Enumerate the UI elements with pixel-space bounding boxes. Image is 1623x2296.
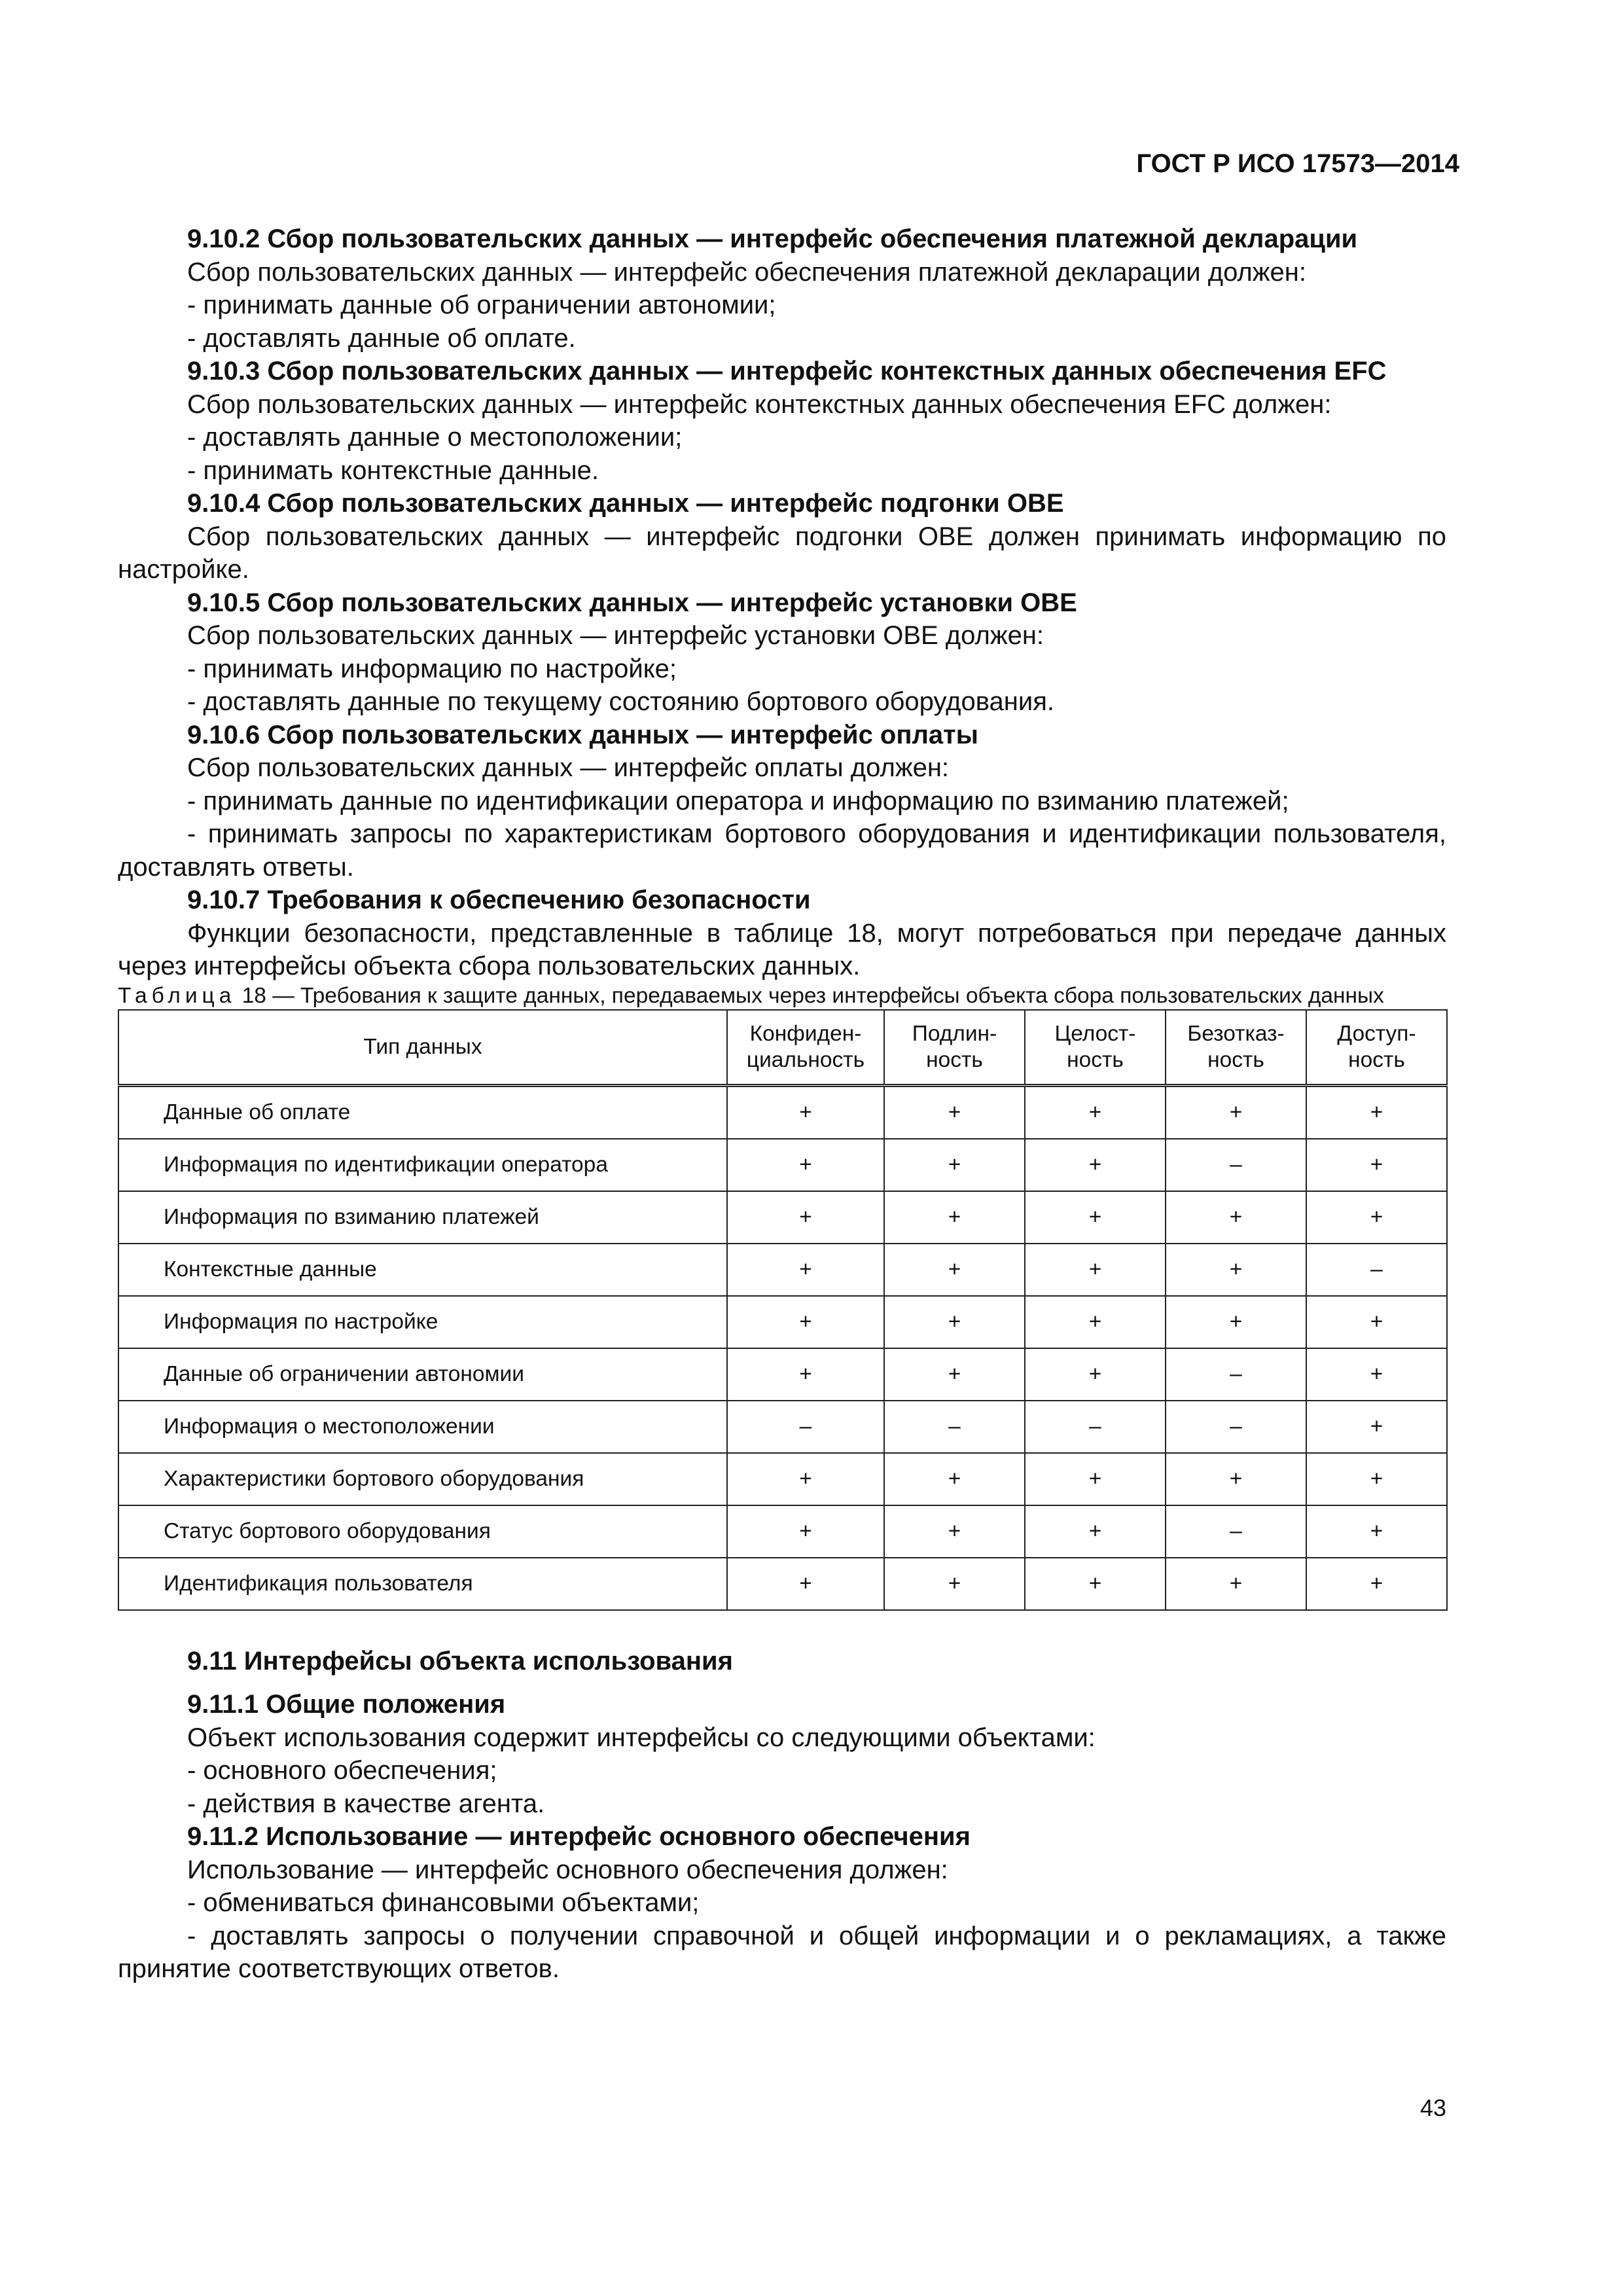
requirement-mark-cell: +	[1166, 1453, 1306, 1505]
requirement-mark-cell: +	[727, 1505, 884, 1558]
requirement-mark-cell: +	[1166, 1085, 1306, 1139]
requirement-mark-cell: +	[727, 1191, 884, 1244]
standard-header: ГОСТ Р ИСО 17573—2014	[1136, 149, 1459, 178]
page-number: 43	[1419, 2094, 1446, 2121]
heading-9-10-2: 9.10.2 Сбор пользовательских данных — интерфейс обеспечения платежной декларации	[187, 224, 1358, 253]
list-item: - принимать данные об ограничении автономии;	[187, 291, 776, 319]
header-non-repudiation: Безотказ- ность	[1166, 1010, 1306, 1086]
table-caption-label: Таблица	[118, 983, 236, 1008]
list-item: - доставлять запросы о получении справочной и общей информации и о рекламациях, а также принятие соответствующих ответов.	[118, 1921, 1446, 1983]
line: Использование — интерфейс основного обеспечения должен:	[187, 1855, 948, 1884]
requirement-mark-cell: +	[1306, 1085, 1447, 1139]
list-item: - действия в качестве агента.	[187, 1789, 545, 1818]
heading-9-10-6: 9.10.6 Сбор пользовательских данных — интерфейс оплаты	[187, 720, 978, 749]
table-row	[118, 1401, 1447, 1453]
heading-9-11-1: 9.11.1 Общие положения	[187, 1690, 506, 1719]
requirement-mark-cell: +	[727, 1296, 884, 1348]
requirement-mark-cell: +	[727, 1244, 884, 1296]
table-row	[118, 1139, 1447, 1191]
requirement-mark-cell: –	[1166, 1505, 1306, 1558]
data-type-cell: Идентификация пользователя	[118, 1558, 727, 1610]
list-item: - принимать запросы по характеристикам бортового оборудования и идентификации пользователя, доставлять ответы.	[118, 819, 1446, 882]
requirement-mark-cell: +	[884, 1244, 1025, 1296]
line: Сбор пользовательских данных — интерфейс установки OBE должен:	[187, 621, 1044, 650]
requirement-mark-cell: –	[1025, 1401, 1166, 1453]
paragraph: Функции безопасности, представленные в таблице 18, могут потребоваться при передаче данных через интерфейсы объекта сбора пользовательских данных.	[118, 918, 1446, 980]
requirement-mark-cell: +	[727, 1348, 884, 1401]
paragraph: Сбор пользовательских данных — интерфейс подгонки OBE должен принимать информацию по настройке.	[118, 522, 1446, 584]
data-type-cell: Информация по идентификации оператора	[118, 1139, 727, 1191]
requirement-mark-cell: +	[1306, 1453, 1447, 1505]
requirement-mark-cell: –	[1306, 1244, 1447, 1296]
table-header-row	[118, 1010, 1447, 1086]
requirement-mark-cell: +	[1025, 1505, 1166, 1558]
table-row	[118, 1505, 1447, 1558]
line: Сбор пользовательских данных — интерфейс контекстных данных обеспечения EFC должен:	[187, 389, 1332, 419]
header-confidentiality: Конфиден- циальность	[727, 1010, 884, 1086]
requirements-table	[118, 1009, 1448, 1611]
line: Сбор пользовательских данных — интерфейс обеспечения платежной декларации должен:	[187, 257, 1306, 287]
requirement-mark-cell: –	[884, 1401, 1025, 1453]
table-row	[118, 1558, 1447, 1610]
data-type-cell: Данные об ограничении автономии	[118, 1348, 727, 1401]
requirement-mark-cell: +	[1306, 1296, 1447, 1348]
list-item: - основного обеспечения;	[187, 1756, 497, 1785]
requirement-mark-cell: +	[1306, 1401, 1447, 1453]
requirement-mark-cell: +	[1025, 1348, 1166, 1401]
heading-9-11-2: 9.11.2 Использование — интерфейс основного обеспечения	[187, 1822, 971, 1851]
header-data-type: Тип данных	[118, 1010, 727, 1086]
requirement-mark-cell: +	[1306, 1348, 1447, 1401]
requirement-mark-cell: +	[1166, 1296, 1306, 1348]
requirement-mark-cell: +	[727, 1139, 884, 1191]
requirement-mark-cell: –	[727, 1401, 884, 1453]
table-caption	[118, 983, 1446, 1009]
header-availability: Доступ- ность	[1306, 1010, 1447, 1086]
list-item: - доставлять данные о местоположении;	[187, 423, 683, 452]
requirement-mark-cell: +	[727, 1085, 884, 1139]
heading-9-11: 9.11 Интерфейсы объекта использования	[187, 1646, 733, 1676]
heading-9-10-4: 9.10.4 Сбор пользовательских данных — интерфейс подгонки OBE	[187, 489, 1064, 518]
requirement-mark-cell: –	[1166, 1348, 1306, 1401]
requirement-mark-cell: +	[884, 1348, 1025, 1401]
list-item: - принимать данные по идентификации оператора и информацию по взиманию платежей;	[187, 786, 1289, 816]
table-row	[118, 1348, 1447, 1401]
list-item: - доставлять данные об оплате.	[187, 323, 576, 353]
requirement-mark-cell: +	[1025, 1191, 1166, 1244]
line: Сбор пользовательских данных — интерфейс оплаты должен:	[187, 753, 950, 782]
list-item: - принимать информацию по настройке;	[187, 654, 677, 683]
table-row	[118, 1085, 1447, 1139]
requirement-mark-cell: –	[1166, 1401, 1306, 1453]
requirement-mark-cell: +	[884, 1296, 1025, 1348]
heading-9-10-3: 9.10.3 Сбор пользовательских данных — интерфейс контекстных данных обеспечения EFC	[187, 357, 1387, 386]
data-type-cell: Характеристики бортового оборудования	[118, 1453, 727, 1505]
table-body	[118, 1085, 1447, 1610]
line: Объект использования содержит интерфейсы со следующими объектами:	[187, 1723, 1096, 1752]
requirement-mark-cell: +	[884, 1453, 1025, 1505]
requirement-mark-cell: –	[1166, 1139, 1306, 1191]
table-caption-text: 18 — Требования к защите данных, передаваемых через интерфейсы объекта сбора пользовательских данных	[241, 983, 1384, 1008]
requirement-mark-cell: +	[1025, 1453, 1166, 1505]
requirement-mark-cell: +	[1306, 1191, 1447, 1244]
data-type-cell: Информация о местоположении	[118, 1401, 727, 1453]
requirement-mark-cell: +	[1306, 1139, 1447, 1191]
table-row	[118, 1191, 1447, 1244]
requirement-mark-cell: +	[727, 1453, 884, 1505]
requirement-mark-cell: +	[1306, 1505, 1447, 1558]
requirement-mark-cell: +	[884, 1558, 1025, 1610]
requirement-mark-cell: +	[1306, 1558, 1447, 1610]
page-content	[118, 223, 1446, 1986]
data-type-cell: Информация по взиманию платежей	[118, 1191, 727, 1244]
requirement-mark-cell: +	[1025, 1296, 1166, 1348]
data-type-cell: Статус бортового оборудования	[118, 1505, 727, 1558]
requirement-mark-cell: +	[1166, 1191, 1306, 1244]
requirement-mark-cell: +	[1025, 1244, 1166, 1296]
list-item: - принимать контекстные данные.	[187, 456, 599, 485]
header-integrity: Целост- ность	[1025, 1010, 1166, 1086]
list-item: - доставлять данные по текущему состоянию бортового оборудования.	[187, 687, 1054, 716]
requirement-mark-cell: +	[884, 1505, 1025, 1558]
data-type-cell: Данные об оплате	[118, 1085, 727, 1139]
requirement-mark-cell: +	[884, 1191, 1025, 1244]
heading-9-10-5: 9.10.5 Сбор пользовательских данных — интерфейс установки OBE	[187, 588, 1077, 617]
data-type-cell: Информация по настройке	[118, 1296, 727, 1348]
table-row	[118, 1296, 1447, 1348]
requirement-mark-cell: +	[1166, 1558, 1306, 1610]
requirement-mark-cell: +	[1025, 1558, 1166, 1610]
requirement-mark-cell: +	[1025, 1139, 1166, 1191]
table-row	[118, 1453, 1447, 1505]
table-row	[118, 1244, 1447, 1296]
data-type-cell: Контекстные данные	[118, 1244, 727, 1296]
requirement-mark-cell: +	[884, 1139, 1025, 1191]
requirement-mark-cell: +	[727, 1558, 884, 1610]
requirement-mark-cell: +	[1025, 1085, 1166, 1139]
requirement-mark-cell: +	[1166, 1244, 1306, 1296]
header-authenticity: Подлин- ность	[884, 1010, 1025, 1086]
requirement-mark-cell: +	[884, 1085, 1025, 1139]
heading-9-10-7: 9.10.7 Требования к обеспечению безопасности	[187, 886, 811, 914]
list-item: - обмениваться финансовыми объектами;	[187, 1888, 700, 1917]
